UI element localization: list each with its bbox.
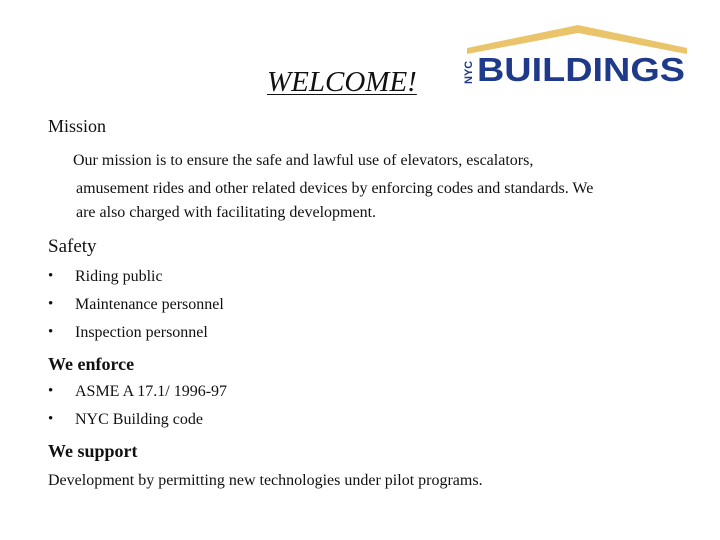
support-heading: We support	[48, 441, 138, 461]
support-text: Development by permitting new technologies under pilot programs.	[48, 472, 483, 489]
logo-name: BUILDINGS	[477, 51, 685, 86]
bullet-icon: •	[48, 296, 54, 312]
nyc-buildings-logo	[455, 22, 690, 91]
safety-heading: Safety	[48, 236, 97, 257]
mission-line-2: amusement rides and other related devices by enforcing codes and standards. We	[76, 180, 594, 197]
bullet-icon: •	[48, 268, 54, 284]
logo-prefix: NYC	[463, 60, 475, 84]
bullet-icon: •	[48, 383, 54, 399]
page-title: WELCOME!	[267, 66, 417, 98]
enforce-heading: We enforce	[48, 354, 135, 374]
mission-heading: Mission	[48, 116, 107, 136]
bullet-icon: •	[48, 411, 54, 427]
logo-roof	[467, 25, 687, 54]
mission-line-1: Our mission is to ensure the safe and lawful use of elevators, escalators,	[73, 152, 534, 169]
bullet-icon: •	[48, 324, 54, 340]
mission-line-3: are also charged with facilitating development.	[76, 204, 377, 221]
